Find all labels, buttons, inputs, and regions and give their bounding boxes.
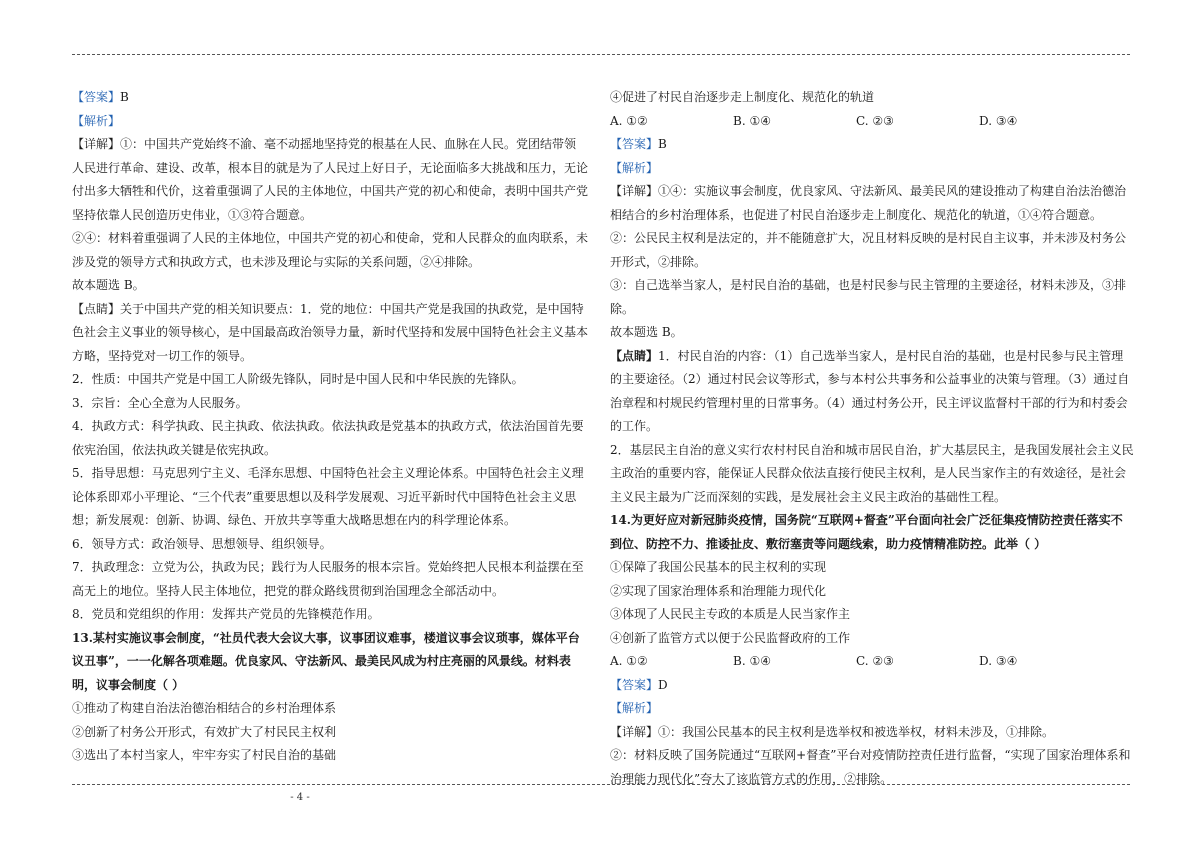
option-item: ④促进了村民自治逐步走上制度化、规范化的轨道	[610, 90, 875, 104]
tip-point: 4．执政方式：科学执政、民主执政、依法执政。依法执政是党基本的执政方式，依法治国首先要依宪治国，依法执政关键是依宪执政。	[72, 419, 584, 457]
paragraph: ②：材料反映了国务院通过“互联网+督查”平台对疫情防控责任进行监督，“实现了国家治理体系和治理能力现代化”夸大了该监管方式的作用，②排除。	[610, 748, 1131, 786]
analysis-tag: 【解析】	[610, 701, 659, 715]
detail-tag: 【详解】	[610, 184, 659, 198]
choice-a: A. ①②	[610, 113, 648, 128]
right-column	[610, 86, 1134, 791]
choice-b: B. ①④	[733, 654, 771, 668]
answer-tag: 【答案】	[72, 90, 121, 104]
choice-d: D. ③④	[979, 654, 1018, 668]
option-item: ①保障了我国公民基本的民主权利的实现	[610, 560, 827, 574]
option-item: ①推动了构建自治法治德治相结合的乡村治理体系	[72, 701, 337, 715]
option-item: ②创新了村务公开形式，有效扩大了村民民主权利	[72, 724, 337, 739]
tip-point: 2．性质：中国共产党是中国工人阶级先锋队，同时是中国人民和中华民族的先锋队。	[72, 372, 524, 386]
paragraph: ②④：材料着重强调了人民的主体地位，中国共产党的初心和使命，党和人民群众的血肉联系，未涉及党的领导方式和执政方式，也未涉及理论与实际的关系问题，②④排除。	[72, 231, 589, 269]
paragraph: ③：自己选举当家人，是村民自治的基础，也是村民参与民主管理的主要途径，材料未涉及，③排除。	[610, 278, 1127, 316]
answer-value: B	[120, 90, 129, 104]
bottom-dashed-rule	[72, 784, 1130, 785]
tip-point: 7．执政理念：立党为公，执政为民；践行为人民服务的根本宗旨。党始终把人民根本利益摆在至高无上的地位。坚持人民主体地位，把党的群众路线贯彻到治国理念全部活动中。	[72, 560, 584, 598]
detail-paragraph	[72, 133, 588, 227]
answer-line	[610, 674, 1134, 698]
detail-text: ①：中国共产党始终不渝、毫不动摇地坚持党的根基在人民、血脉在人民。党团结带领人民进行革命、建设、改革，根本目的就是为了人民过上好日子，无论面临多大挑战和压力，无论付出多大牺牲和代价，这着重强调了人民的主体地位，中国共产党的初心和使命，表明中国共产党坚持依靠人民创造历史伟业，①③符合题意。	[72, 137, 589, 222]
tip-tag: 【点睛】	[72, 301, 121, 316]
detail-text: ①：我国公民基本的民主权利是选举权和被选举权，材料未涉及，①排除。	[658, 724, 1055, 739]
choice-b: B. ①④	[733, 113, 771, 128]
tip-point: 8．党员和党组织的作用：发挥共产党员的先锋模范作用。	[72, 607, 380, 621]
tip-point: 6．领导方式：政治领导、思想领导、组织领导。	[72, 536, 332, 551]
detail-tag: 【详解】	[610, 724, 659, 739]
choice-c: C. ②③	[856, 654, 894, 668]
detail-paragraph	[610, 180, 1134, 227]
page-number: - 4 -	[290, 792, 310, 803]
paragraph: ②：公民民主权利是法定的，并不能随意扩大，况且材料反映的是村民自主议事，并未涉及村务公开形式，②排除。	[610, 231, 1127, 269]
choice-a: A. ①②	[610, 654, 648, 668]
question-14: 14.为更好应对新冠肺炎疫情，国务院“互联网+督查”平台面向社会广泛征集疫情防控责任落实不到位、防控不力、推诿扯皮、敷衍塞责等问题线索，助力疫情精准防控。此举（ ）	[610, 513, 1123, 551]
option-item: ②实现了国家治理体系和治理能力现代化	[610, 583, 827, 598]
answer-tag: 【答案】	[610, 677, 659, 692]
tip-text: 1．村民自治的内容：（1）自己选举当家人，是村民自治的基础，也是村民参与民主管理的主要途径。（2）通过村民会议等形式，参与本村公共事务和公益事业的决策与管理。（3）通过自治章程和村规民约管理村里的日常事务。（4）通过村务公开，民主评议监督村干部的行为和村委会的工作。	[610, 348, 1130, 433]
tip-text: 关于中国共产党的相关知识要点：1．党的地位：中国共产党是我国的执政党，是中国特色社会主义事业的领导核心，是中国最高政治领导力量，新时代坚持和发展中国特色社会主义基本方略，坚持党对一切工作的领导。	[72, 301, 589, 363]
question-13: 13.某村实施议事会制度，“社员代表大会议大事，议事团议难事，楼道议事会议琐事，媒体平台议丑事”，一一化解各项难题。优良家风、守法新风、最美民风成为村庄亮丽的风景线。材料表明，议事会制度（ ）	[72, 630, 580, 692]
conclusion: 故本题选 B。	[610, 325, 683, 339]
tip-point: 5．指导思想：马克思列宁主义、毛泽东思想、中国特色社会主义理论体系。中国特色社会主义理论体系即邓小平理论、“三个代表”重要思想以及科学发展观、习近平新时代中国特色社会主义思想；新发展观：创新、协调、绿色、开放共享等重大战略思想在内的科学理论体系。	[72, 466, 584, 527]
tip-point: 3．宗旨：全心全意为人民服务。	[72, 395, 248, 410]
answer-choices-14	[610, 650, 1134, 674]
option-item: ③选出了本村当家人，牢牢夯实了村民自治的基础	[72, 748, 337, 762]
answer-line	[72, 86, 588, 110]
answer-tag: 【答案】	[610, 137, 659, 151]
analysis-tag: 【解析】	[72, 113, 121, 128]
tip-paragraph	[610, 345, 1134, 439]
option-item: ④创新了监管方式以便于公民监督政府的工作	[610, 630, 851, 645]
analysis-tag: 【解析】	[610, 160, 659, 175]
answer-choices-13	[610, 110, 1134, 134]
conclusion: 故本题选 B。	[72, 278, 145, 292]
answer-value: B	[658, 137, 667, 151]
detail-tag: 【详解】	[72, 137, 121, 151]
detail-text: ①④：实施议事会制度，优良家风、守法新风、最美民风的建设推动了构建自治法治德治相结合的乡村治理体系，也促进了村民自治逐步走上制度化、规范化的轨道，①④符合题意。	[610, 184, 1127, 222]
answer-value: D	[658, 677, 668, 692]
tip-tag: 【点睛】	[610, 348, 659, 363]
answer-line	[610, 133, 1134, 157]
top-dashed-rule	[72, 54, 1130, 55]
detail-paragraph	[610, 721, 1134, 745]
choice-d: D. ③④	[979, 113, 1018, 128]
option-item: ③体现了人民民主专政的本质是人民当家作主	[610, 607, 851, 621]
choice-c: C. ②③	[856, 113, 894, 128]
tip-paragraph	[72, 298, 588, 369]
tip-point: 2．基层民主自治的意义实行农村村民自治和城市居民自治，扩大基层民主，是我国发展社会主义民主政治的重要内容，能保证人民群众依法直接行使民主权利，是人民当家作主的有效途径，是社会主义民主最为广泛而深刻的实践，是发展社会主义民主政治的基础性工程。	[610, 442, 1134, 504]
left-column	[72, 86, 588, 768]
